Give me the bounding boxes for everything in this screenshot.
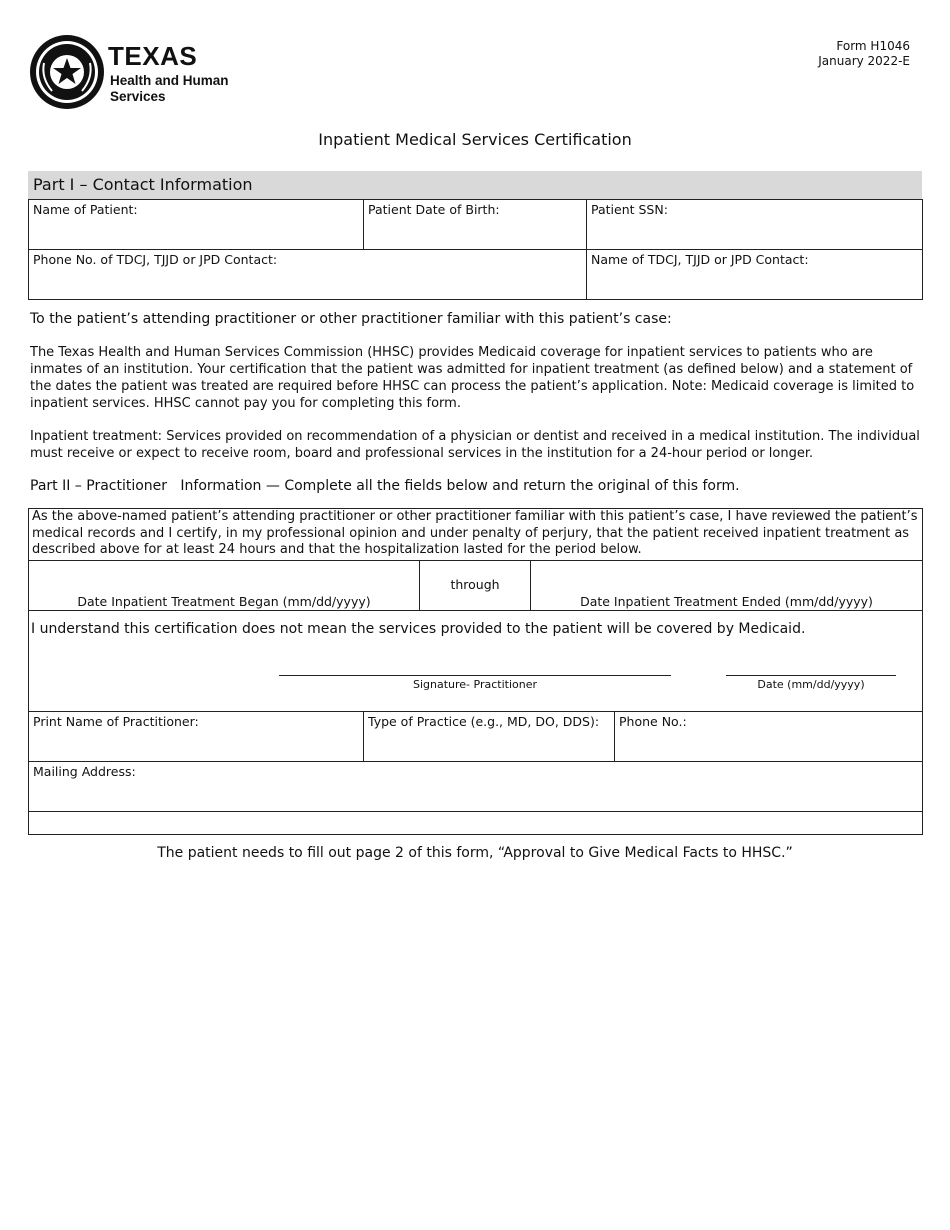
name-of-patient-label: Name of Patient: (33, 202, 138, 217)
patient-ssn-label: Patient SSN: (591, 202, 668, 217)
form-date: January 2022-E (818, 54, 910, 68)
part1-heading: Part I – Contact Information (28, 171, 922, 199)
signature-label: Signature- Practitioner (412, 678, 537, 691)
form-number: Form H1046 (836, 39, 910, 53)
inpatient-definition: Inpatient treatment: Services provided on recommendation of a physician or dentist and received in a medical institution. The individual must receive or expect to receive room, board and professional services in the institution for a 24-hour period or longer. (30, 429, 920, 461)
form-id-block (818, 39, 910, 69)
mailing-address-field[interactable] (28, 761, 923, 812)
signature-line[interactable] (279, 675, 671, 676)
intro-paragraph: The Texas Health and Human Services Commission (HHSC) provides Medicaid coverage for inpatient services to patients who are inmates of an institution. Your certification that the patient was admitted for inpatient treatment (as defined below) and a statement of the dates the patient was treated are required before HHSC can process the patient’s application. Note: Medicaid coverage is limited to inpatient services. HHSC cannot pay you for completing this form. (30, 345, 915, 411)
signature-section (28, 610, 923, 712)
part2-heading: Part II – Practitioner Information — Complete all the fields below and return the original of this form. (30, 478, 740, 494)
type-of-practice-field[interactable] (363, 711, 615, 762)
salutation: To the patient’s attending practitioner or other practitioner familiar with this patient’s case: (30, 311, 672, 327)
page-title: Inpatient Medical Services Certification (318, 130, 632, 149)
phone-label: Phone No.: (619, 714, 687, 729)
contact-phone-field[interactable] (28, 249, 587, 300)
print-name-field[interactable] (28, 711, 364, 762)
hhs-logo (28, 33, 228, 113)
signature-date-label: Date (mm/dd/yyyy) (757, 678, 865, 691)
date-ended-label: Date Inpatient Treatment Ended (mm/dd/yyyy) (580, 594, 873, 609)
logo-agency-text: Health and Human Services (110, 73, 229, 104)
footer-note: The patient needs to fill out page 2 of this form, “Approval to Give Medical Facts to HHSC.” (157, 845, 793, 861)
understand-statement: I understand this certification does not mean the services provided to the patient will be covered by Medicaid. (31, 621, 806, 637)
name-of-patient-field[interactable] (28, 199, 364, 250)
logo-state-text: TEXAS (108, 41, 198, 71)
certification-statement: As the above-named patient’s attending practitioner or other practitioner familiar with this patient’s case, I have reviewed the patient’s medical records and I certify, in my professional opinion and under penalty of perjury, that the patient received inpatient treatment as described above for at least 24 hours and that the hospitalization lasted for the period below. (28, 508, 923, 561)
mailing-address-label: Mailing Address: (33, 764, 136, 779)
print-name-label: Print Name of Practitioner: (33, 714, 199, 729)
contact-phone-label: Phone No. of TDCJ, TJJD or JPD Contact: (33, 252, 278, 267)
patient-dob-label: Patient Date of Birth: (368, 202, 500, 217)
through-text: through (450, 577, 500, 592)
patient-dob-field[interactable] (363, 199, 587, 250)
date-began-field[interactable] (28, 560, 420, 611)
date-began-label: Date Inpatient Treatment Began (mm/dd/yyyy) (77, 594, 371, 609)
patient-ssn-field[interactable] (586, 199, 923, 250)
contact-name-field[interactable] (586, 249, 923, 300)
texas-seal-icon (28, 33, 106, 111)
signature-date-line[interactable] (726, 675, 896, 676)
date-ended-field[interactable] (530, 560, 923, 611)
type-of-practice-label: Type of Practice (e.g., MD, DO, DDS): (368, 714, 600, 729)
phone-field[interactable] (614, 711, 923, 762)
contact-name-label: Name of TDCJ, TJJD or JPD Contact: (591, 252, 809, 267)
mailing-address-continuation[interactable] (28, 811, 923, 835)
